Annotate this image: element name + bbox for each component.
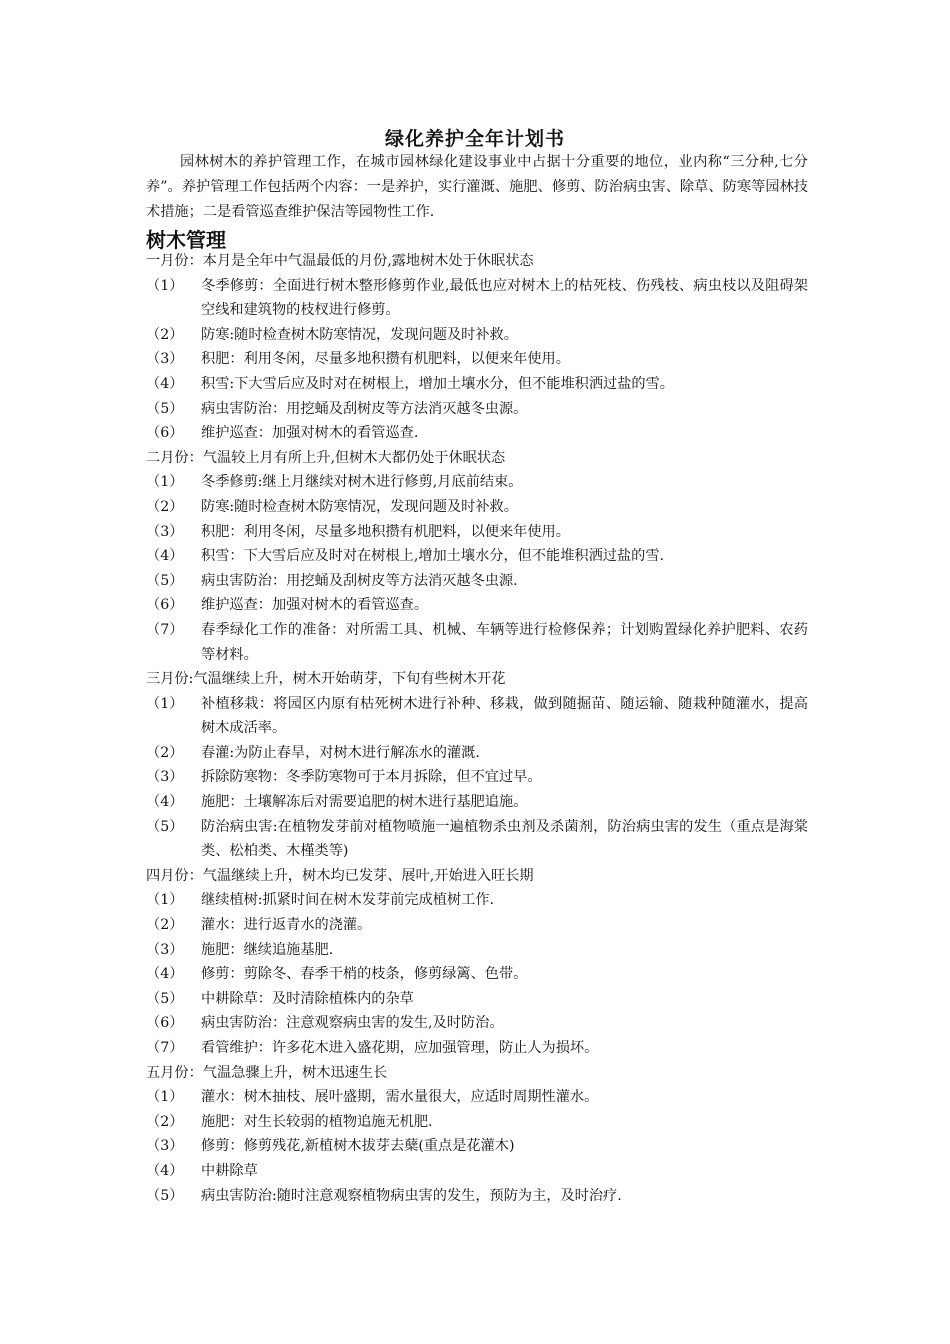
item-number: （6） [146,1015,184,1032]
item-text: 维护巡查：加强对树木的看管巡查. [201,425,419,442]
item-number: （7） [146,621,184,638]
plan-item [146,741,808,766]
section-heading: 树木管理 [146,228,226,252]
month-heading: 四月份：气温继续上升，树木均已发芽、展叶,开始进入旺长期 [146,867,534,884]
plan-item [146,1110,808,1135]
item-number: （1） [146,277,184,294]
item-text: 病虫害防治：注意观察病虫害的发生,及时防治。 [201,1015,504,1032]
item-text: 春灌:为防止春旱，对树木进行解冻水的灌溉. [201,744,480,761]
plan-item [146,618,808,667]
item-number: （1） [146,474,184,491]
plan-item [146,1159,808,1184]
item-text: 病虫害防治：用挖蛹及刮树皮等方法消灭越冬虫源。 [201,400,528,417]
item-number: （1） [146,892,184,909]
plan-item [146,1134,808,1159]
item-text: 冬季修剪：全面进行树木整形修剪作业,最低也应对树木上的枯死枝、伤残枝、病虫枝以及阻碍架空线和建筑物的枝杈进行修剪。 [201,277,808,319]
item-number: （7） [146,1040,184,1056]
item-text: 积肥：利用冬闲，尽量多地积攒有机肥料，以便来年使用。 [201,523,570,540]
plan-item [146,593,808,618]
item-number: （3） [146,351,184,368]
item-number: （4） [146,794,184,811]
month-heading: 二月份：气温较上月有所上升,但树木大都仍处于休眠状态 [146,449,506,466]
plan-item [146,1184,808,1209]
item-text: 继续植树:抓紧时间在树木发芽前完成植树工作. [201,892,495,909]
plan-item [146,347,808,372]
item-number: （2） [146,1113,184,1130]
item-text: 灌水：进行返青水的浇灌。 [201,917,372,934]
month-heading: 五月份：气温急骤上升，树木迅速生长 [146,1064,388,1081]
plan-item [146,569,808,594]
plan-item [146,520,808,545]
item-number: （5） [146,400,184,417]
plan-item [146,274,808,323]
item-number: （5） [146,1187,184,1204]
item-text: 防治病虫害:在植物发芽前对植物喷施一遍植物杀虫剂及杀菌剂，防治病虫害的发生（重点是海棠类、松柏类、木槿类等) [201,818,808,860]
item-text: 施肥：土壤解冻后对需要追肥的树木进行基肥追施。 [201,794,528,811]
plan-item [146,987,808,1012]
plan-item [146,962,808,987]
plan-item [146,1085,808,1110]
item-text: 积肥：利用冬闲，尽量多地积攒有机肥料，以便来年使用。 [201,351,570,368]
month-heading: 一月份：本月是全年中气温最低的月份,露地树木处于休眠状态 [146,253,534,269]
item-text: 中耕除草：及时清除植株内的杂草 [201,990,414,1007]
plan-item [146,421,808,446]
item-number: （6） [146,425,184,442]
document-title: 绿化养护全年计划书 [384,128,565,150]
item-text: 冬季修剪:继上月继续对树木进行修剪,月底前结束。 [201,474,523,491]
plan-item [146,888,808,913]
item-number: （1） [146,1089,184,1106]
item-number: （2） [146,917,184,934]
item-text: 春季绿化工作的准备：对所需工具、机械、车辆等进行检修保养；计划购置绿化养护肥料、农药等材料。 [201,621,808,663]
item-number: （2） [146,498,184,515]
item-text: 中耕除草 [201,1162,258,1179]
item-number: （4） [146,375,184,392]
item-text: 防寒:随时检查树木防寒情况，发现问题及时补救。 [201,326,518,343]
item-number: （4） [146,548,184,565]
item-number: （5） [146,572,184,589]
plan-item [146,790,808,815]
item-text: 修剪：剪除冬、春季干梢的枝条，修剪绿篱、色带。 [201,966,528,983]
item-text: 施肥：继续追施基肥. [201,941,334,958]
item-text: 防寒:随时检查树木防寒情况，发现问题及时补救。 [201,498,518,515]
month-plan-list [146,249,808,1208]
item-number: （5） [146,990,184,1007]
plan-item [146,323,808,348]
item-number: （6） [146,597,184,614]
plan-item [146,1036,808,1061]
plan-item [146,1011,808,1036]
plan-item [146,470,808,495]
plan-item [146,372,808,397]
item-number: （2） [146,744,184,761]
item-number: （5） [146,818,184,835]
month-heading: 三月份:气温继续上升，树木开始萌芽，下旬有些树木开花 [146,671,506,688]
plan-item [146,692,808,741]
plan-item [146,397,808,422]
item-number: （3） [146,769,184,786]
item-text: 修剪：修剪残花,新植树木拔芽去蘖(重点是花灌木) [201,1138,515,1155]
plan-item [146,913,808,938]
item-text: 补植移栽：将园区内原有枯死树木进行补种、移栽，做到随掘苗、随运输、随栽种随灌水，提高树木成活率。 [201,695,808,737]
plan-item [146,544,808,569]
item-text: 看管维护：许多花木进入盛花期，应加强管理，防止人为损坏。 [201,1040,599,1056]
item-text: 积雪:下大雪后应及时对在树根上，增加土壤水分，但不能堆积洒过盐的雪。 [201,375,674,392]
item-number: （3） [146,1138,184,1155]
item-number: （4） [146,966,184,983]
item-number: （3） [146,523,184,540]
item-text: 拆除防寒物：冬季防寒物可于本月拆除，但不宜过早。 [201,769,542,786]
item-number: （2） [146,326,184,343]
item-text: 病虫害防治：用挖蛹及刮树皮等方法消灭越冬虫源. [201,572,518,589]
item-text: 病虫害防治:随时注意观察植物病虫害的发生，预防为主，及时治疗. [201,1187,622,1204]
intro-paragraph: 园林树木的养护管理工作，在城市园林绿化建设事业中占据十分重要的地位，业内称“三分种,七分养”。养护管理工作包括两个内容：一是养护，实行灌溉、施肥、修剪、防治病虫害、除草、防寒等园林技术措施；二是看管巡查维护保洁等园物性工作. [146,154,808,220]
plan-item [146,765,808,790]
item-number: （3） [146,941,184,958]
plan-item [146,495,808,520]
item-text: 维护巡查：加强对树木的看管巡查。 [201,597,429,614]
item-number: （4） [146,1162,184,1179]
item-text: 积雪：下大雪后应及时对在树根上,增加土壤水分，但不能堆积洒过盐的雪. [201,548,665,565]
plan-item [146,938,808,963]
item-number: （1） [146,695,184,712]
item-text: 施肥：对生长较弱的植物追施无机肥. [201,1113,433,1130]
item-text: 灌水：树木抽枝、展叶盛期，需水量很大，应适时周期性灌水。 [201,1089,599,1106]
plan-item [146,815,808,864]
